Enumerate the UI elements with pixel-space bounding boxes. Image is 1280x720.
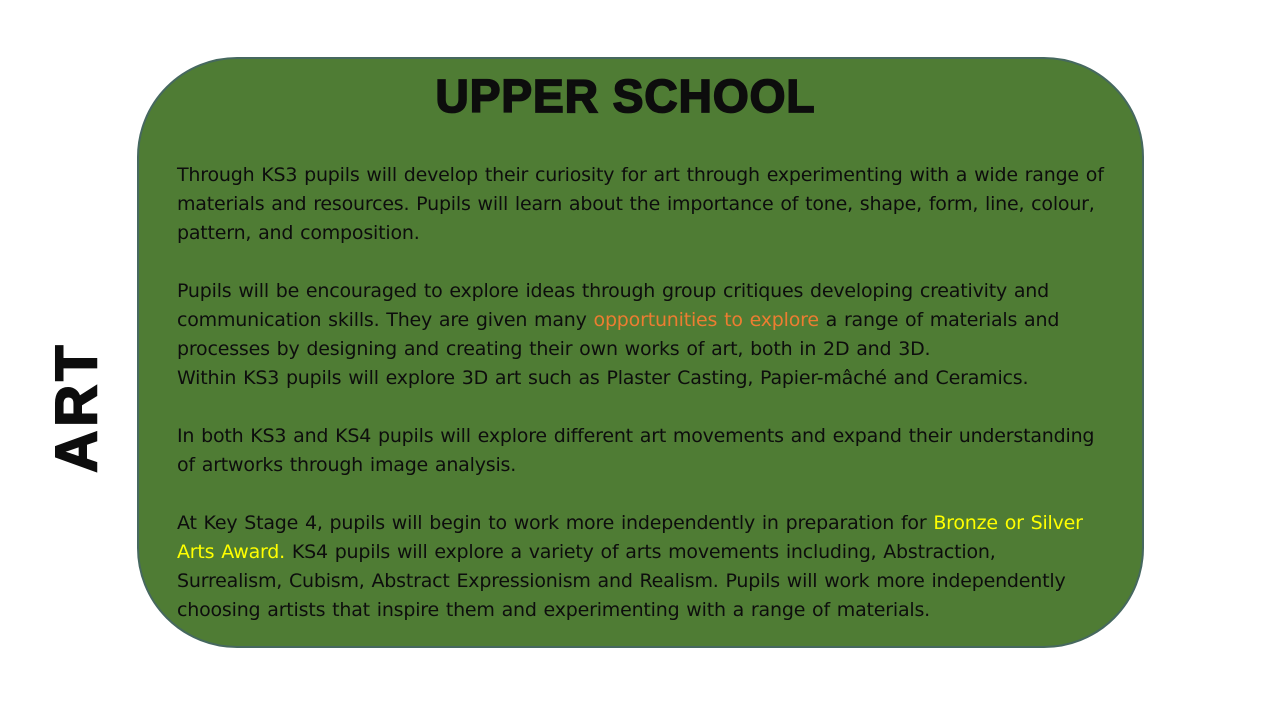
text-run: KS4 pupils will explore a variety of arts movements including, Abstraction, Surrealism, Cubism, Abstract Expressionism and Realism. Pupils will work more independently choosing artists that inspire them and experimenting with a range of materials. — [177, 541, 1066, 621]
text-run: At Key Stage 4, pupils will begin to work more independently in preparation for — [177, 512, 934, 534]
side-label-art: ART — [44, 341, 110, 473]
body-paragraph — [177, 509, 1105, 625]
highlight-yellow-text: Bronze or Silver Arts Award. — [177, 512, 1083, 563]
text-run: In both KS3 and KS4 pupils will explore different art movements and expand their understanding of artworks through image analysis. — [177, 425, 1095, 476]
body-paragraph — [177, 422, 1105, 480]
text-run: Within KS3 pupils will explore 3D art such as Plaster Casting, Papier-mâché and Ceramics. — [177, 367, 1029, 389]
body-paragraph — [177, 161, 1105, 248]
panel-body — [177, 161, 1105, 625]
upper-school-panel — [137, 57, 1144, 648]
highlight-orange-text: opportunities to explore — [593, 309, 819, 331]
panel-title: UPPER SCHOOL — [435, 70, 816, 122]
text-run: a range of materials and processes by designing and creating their own works of art, both in 2D and 3D. — [177, 309, 1060, 360]
body-paragraph — [177, 277, 1105, 393]
text-run: Pupils will be encouraged to explore ideas through group critiques developing creativity and communication skills. They are given many — [177, 280, 1049, 331]
text-run: Through KS3 pupils will develop their curiosity for art through experimenting with a wide range of materials and resources. Pupils will learn about the importance of tone, shape, form, line, colour, pattern, and composition. — [177, 164, 1104, 244]
